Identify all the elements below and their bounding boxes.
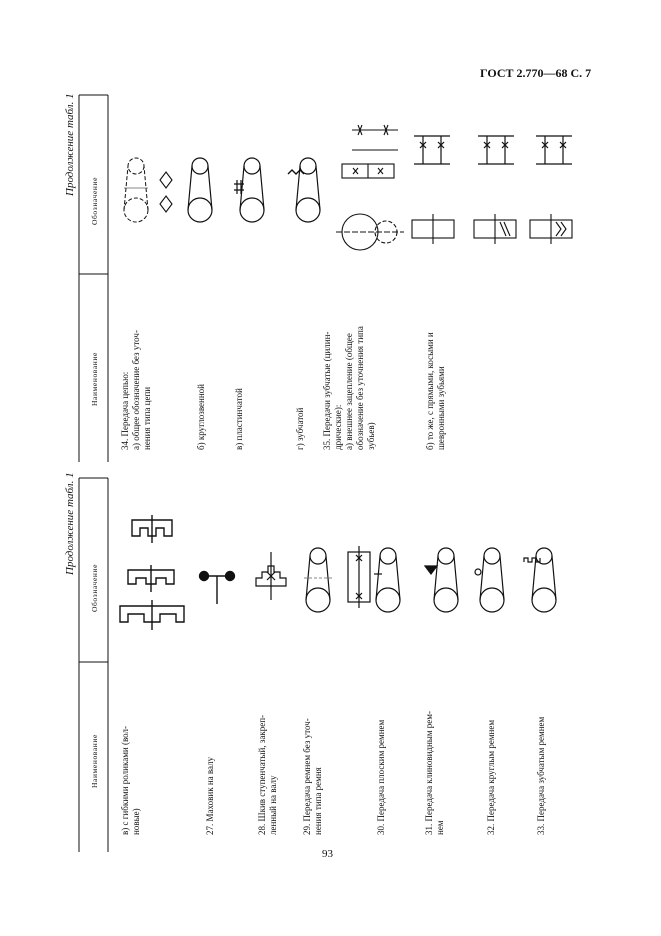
row-text-27: 27. Маховик на валу <box>205 756 215 835</box>
row-text-33: 33. Передача зубчатым ремнем <box>536 716 546 835</box>
row-text-34b: б) круглозвенной <box>196 383 206 450</box>
symbol-toothed-belt <box>524 548 556 612</box>
symbol-chain-round-link <box>160 158 212 222</box>
row-text-v: в) с гибкими роликами (вол- новые) <box>120 725 141 835</box>
symbol-gear-variants <box>412 136 572 244</box>
symbol-flexible-rollers <box>120 515 184 630</box>
column-header-designation-right: Обозначение <box>90 176 99 225</box>
symbol-flywheel <box>200 572 235 605</box>
row-text-28: 28. Шкив ступенчатый, закреп- ленный на валу <box>257 714 278 835</box>
row-text-32: 32. Передача круглым ремнем <box>486 719 496 835</box>
symbol-flat-belt <box>348 546 400 612</box>
symbol-belt-generic <box>304 548 332 612</box>
symbol-chain-toothed <box>288 158 320 222</box>
symbol-chain-plate <box>234 158 264 222</box>
symbol-v-belt <box>425 548 458 612</box>
row-text-31: 31. Передача клиновидным рем- нем <box>424 711 445 835</box>
row-text-35b: б) то же, с прямыми, косыми и шевронными зубьями <box>425 332 446 450</box>
page-number: 93 <box>322 848 333 860</box>
symbol-chain-general <box>124 158 148 222</box>
row-text-29: 29. Передача ремнем без уточ- нения типа ремня <box>302 718 323 835</box>
row-text-34g: г) зубчатой <box>295 407 305 450</box>
symbol-gear-external <box>336 125 404 250</box>
symbol-round-belt <box>475 548 504 612</box>
continuation-label-left: Продолжение табл. 1 <box>64 472 76 575</box>
column-header-name-right: Наименование <box>90 352 99 406</box>
row-text-34: 34. Передача цепью: а) общее обозначение без уточ- нения типа цепи <box>120 330 152 450</box>
column-header-name-left: Наименование <box>90 734 99 788</box>
row-text-35: 35. Передачи зубчатые (цилин- дрические): а) внешнее зацепление (общее обозначение без уточнения типа зубьев) <box>322 326 376 450</box>
row-text-30: 30. Передача плоским ремнем <box>376 719 386 835</box>
continuation-label-right: Продолжение табл. 1 <box>64 93 76 196</box>
column-header-designation-left: Обозначение <box>90 563 99 612</box>
row-text-34v: в) пластинчатой <box>234 388 244 450</box>
document-header: ГОСТ 2.770—68 С. 7 <box>480 66 592 80</box>
symbol-stepped-pulley <box>256 552 286 600</box>
